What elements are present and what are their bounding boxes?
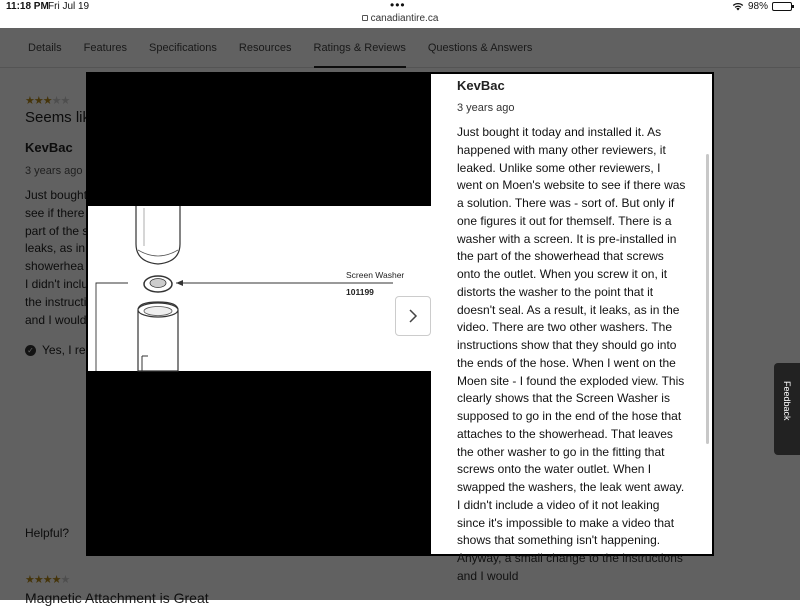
modal-review-date: 3 years ago — [457, 102, 515, 114]
status-bar — [0, 0, 800, 14]
multitask-dots-icon[interactable]: ••• — [390, 0, 406, 12]
modal-review-body: Just bought it today and installed it. As happened with many other reviewers, it leaked. Unlike some other reviewers, I went on Moen's website to see if there was a solution. There was - sort of. But only if one figures it out for themself. There is a washer with a screen. It is pre-installed in the part of the showerhead that screws onto the outlet. When you screw it on, it distorts the washer to the point that it doesn't seal. As a result, it leaks, as in the video. There are two other washers. The instructions show that they should go into the ends of the hose. When I went on the Moen site - I found the exploded view. This clearly shows that the Screen Washer is supposed to go in the end of the hose that attaches to the showerhead. That leaves the other washer to go in the fitting that screws onto the water outlet. When I swapped the washers, the leak went away. I didn't include a video of it not leaking since it's impossible to make a video that shows that something isn't happening. Anyway, a small change to the instructions and I would — [457, 125, 686, 583]
status-right — [732, 1, 792, 12]
review-details-panel[interactable] — [431, 74, 712, 583]
exploded-view-diagram — [88, 206, 431, 371]
wifi-icon — [732, 2, 744, 11]
media-viewer — [86, 72, 431, 556]
scrollbar[interactable] — [706, 154, 709, 444]
status-date: Fri Jul 19 — [48, 1, 90, 12]
status-time: 11:18 PM — [6, 1, 49, 12]
lock-icon — [362, 15, 368, 21]
review-photo — [88, 206, 431, 371]
address-bar[interactable] — [0, 13, 800, 24]
feedback-tab[interactable] — [774, 363, 800, 455]
modal-review-author: KevBac — [457, 78, 505, 93]
battery-percent: 98% — [747, 1, 768, 12]
url-text: canadiantire.ca — [370, 13, 439, 24]
photo-label: Screen Washer — [346, 270, 405, 280]
feedback-label: Feedback — [782, 381, 792, 421]
review-media-modal — [86, 72, 714, 583]
photo-part-number: 101199 — [346, 287, 374, 297]
chevron-right-icon — [408, 308, 418, 324]
battery-icon — [772, 2, 792, 11]
next-image-button[interactable] — [395, 296, 431, 336]
